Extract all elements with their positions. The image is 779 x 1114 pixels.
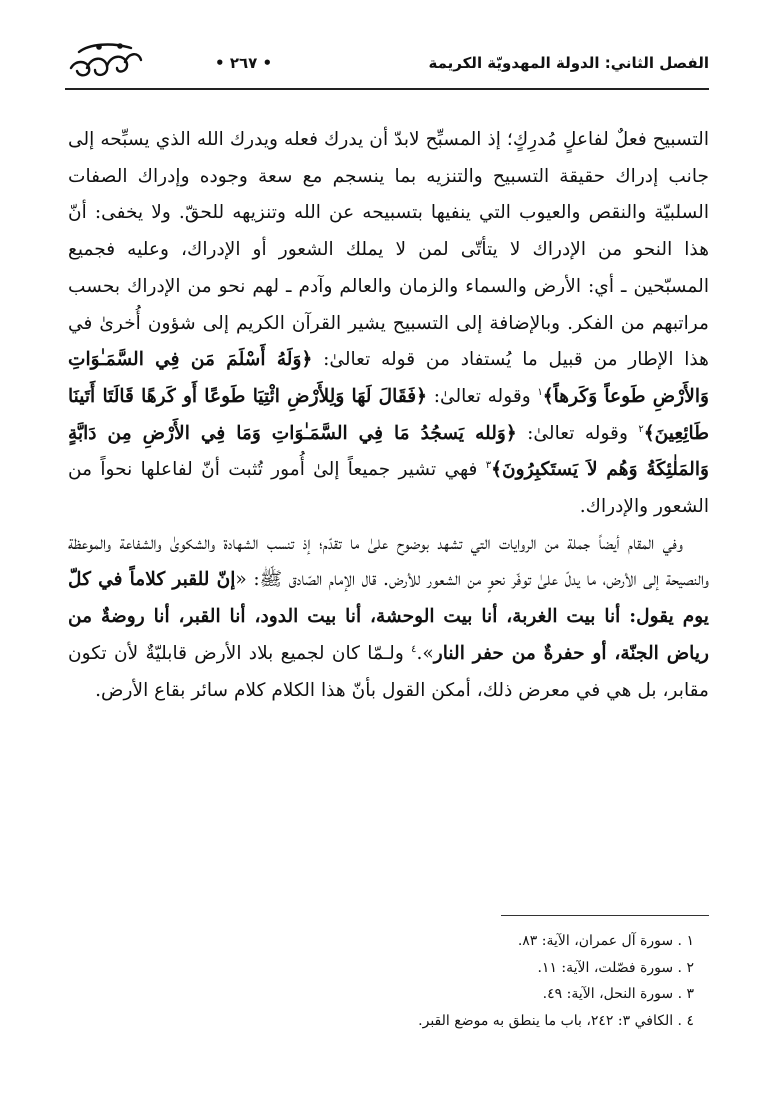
footnote-ref-2: ٢ [638,423,644,435]
paragraph-1-text-c: وقوله تعالىٰ: [527,422,628,444]
main-text [68,122,709,709]
footnote-ref-1: ١ [537,386,543,398]
hadith-quote: إنّ للقبر كلاماً في كلّ يوم يقول: أنا بيت الغربة، أنا بيت الوحشة، أنا بيت الدود، أنا القبر، أنا روضةٌ من رياض الجنّة، أو حفرةٌ من حفر النار [68,569,709,664]
paragraph-1 [68,122,709,526]
ornament-logo-icon [65,38,145,84]
header-rule [65,88,709,90]
footnote-item: ١ . سورة آل عمران، الآية: ٨٣. [517,933,694,949]
quran-verse-1: ﴿وَلَهُ أَسْلَمَ مَن فِي السَّمَـٰوَاتِ وَالأَرْضِ طَوعاً وَكَرهاً﴾ [68,349,709,407]
paragraph-2-text-a: وفي المقام أيضاً جملة من الروايات التي تشهد بوضوح علىٰ ما تقدّم؛ إذ تنسب الشهادة والشكوىٰ والشفاعة والموعظة والنصيحة إلى الأرض، ما يدلّ علىٰ توفّر نحوٍ من الشعور للأرض. قال الإمام الصّادق ﷺ: « [68,532,709,591]
page-number: • ٢٦٧ • [215,54,273,72]
paragraph-2-text-b: ». [416,642,434,664]
footnote-item: ٣ . سورة النحل، الآية: ٤٩. [542,986,694,1002]
footnote-separator [501,915,709,916]
footnote-item: ٤ . الكافي ٣: ٢٤٢، باب ما ينطق به موضع القبر. [418,1012,694,1029]
paragraph-1-text-d: فهي تشير جميعاً إلىٰ أُمور تُثبت أنّ لفاعلها نحواً من الشعور والإدراك. [68,459,709,518]
paragraph-2 [68,526,709,710]
quran-verse-3: ﴿وَلله يَسجُدُ مَا فِي السَّمَـٰوَاتِ وَمَا فِي الأَرْضِ مِن دَابَّةٍ وَالمَلٰئِكَةُ وَهُم لاَ يَستَكبِرُونَ﴾ [68,422,709,481]
paragraph-1-text-b: وقوله تعالىٰ: [433,385,531,407]
footnote-item: ٢ . سورة فصّلت، الآية: ١١. [537,959,694,976]
footnotes [70,928,694,1034]
running-title: الفصل الثاني: الدولة المهدويّة الكريمة [428,54,709,72]
paragraph-1-text-a: التسبيح فعلٌ لفاعلٍ مُدرِكٍ؛ إذ المسبِّح لابدّ أن يدرك فعله ويدرك الله الذي يسبِّحه إلى جانب إدراك حقيقة التسبيح والتنزيه بما ينسجم مع سعة وجوده وإدراك الصفات السلبيّة والنقص والعيوب التي ينفيها بتسبيحه عن الله وتنزيهه للحقّ. ولا يخفى: أنّ هذا النحو من الإدراك لا يتأتّى لمن لا يملك الشعور أو الإدراك، وعليه فجميع المسبّحين ـ أي: الأرض والسماء والزمان والعالم وآدم ـ لهم نحو من الإدراك بحسب مراتبهم من الفكر. وبالإضافة إلى التسبيح يشير القرآن الكريم إلى شؤون أُخرىٰ في هذا الإطار من قبيل ما يُستفاد من قوله تعالىٰ: [68,129,709,371]
paragraph-2-text-c: ولـمّا كان لجميع بلاد الأرض قابليّةٌ لأن تكون مقابر، بل هي في معرض ذلك، أمكن القول بأنّ هذا الكلام كلام سائر بقاع الأرض. [68,642,709,701]
quran-verse-2: ﴿فَقَالَ لَهَا وَلِلأَرْضِ ائْتِيَا طَوعًا أَو كَرهًا قَالَتَا أَتَينَا طَائِعِينَ﴾ [68,385,710,444]
footnote-ref-4: ٤ [411,643,417,655]
page-header [65,38,709,88]
footnote-ref-3: ٣ [485,460,492,472]
